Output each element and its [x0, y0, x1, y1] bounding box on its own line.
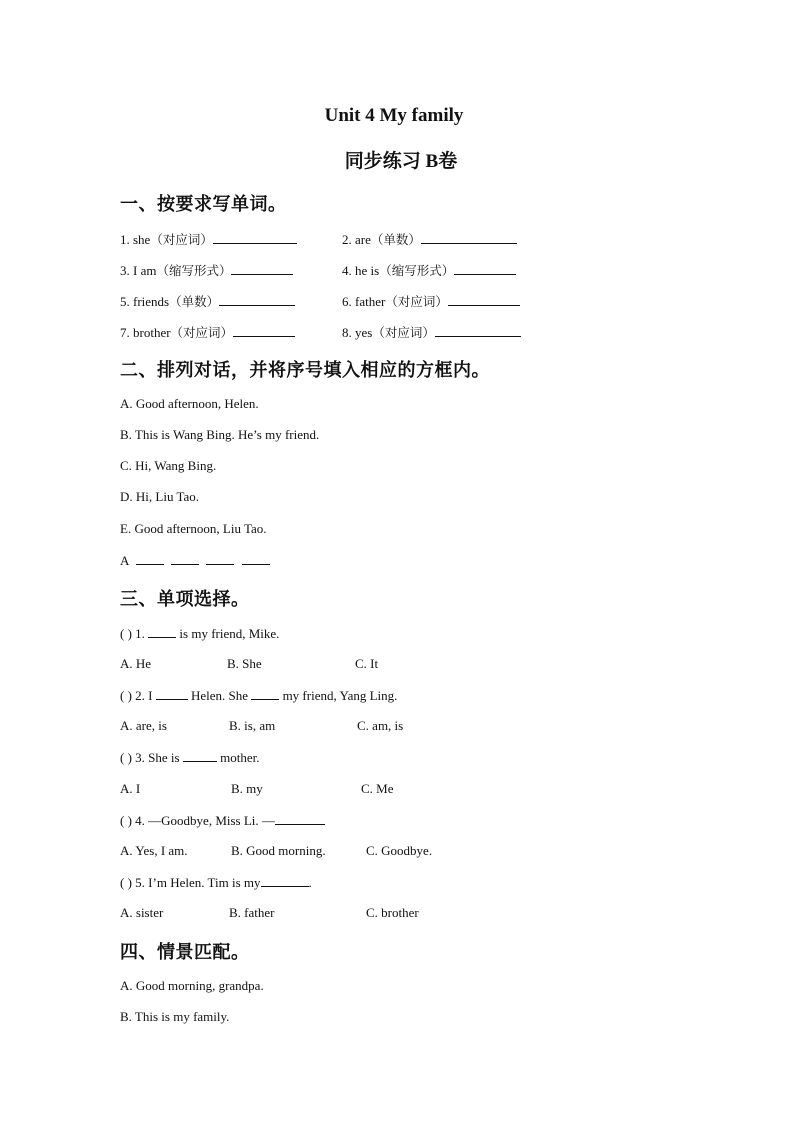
dialogue-line-b: B. This is Wang Bing. He’s my friend. — [120, 427, 320, 442]
page-subtitle: 同步练习 B卷 — [344, 151, 458, 172]
question-text: 1. — [131, 626, 149, 641]
word-item-4 — [342, 261, 516, 279]
scene-line-b: B. This is my family. — [120, 1009, 230, 1024]
word-prefix: 8. yes — [342, 325, 373, 340]
word-hint: （单数） — [370, 232, 421, 247]
word-item-1 — [120, 230, 297, 248]
option-3a[interactable]: A. I — [120, 781, 141, 796]
answer-blank[interactable] — [231, 262, 293, 275]
option-2a[interactable]: A. are, is — [120, 718, 167, 733]
question-3 — [120, 749, 259, 766]
question-4 — [120, 812, 325, 829]
order-blank[interactable] — [242, 552, 270, 565]
answer-paren[interactable]: ( ) — [120, 688, 132, 703]
order-blank[interactable] — [136, 552, 164, 565]
word-hint: （对应词） — [385, 294, 448, 309]
answer-blank[interactable] — [448, 293, 520, 306]
answer-blank[interactable] — [213, 231, 297, 244]
option-5b[interactable]: B. father — [229, 905, 275, 920]
question-text: 2. I — [131, 688, 156, 703]
word-prefix: 7. brother — [120, 325, 171, 340]
scene-line-a: A. Good morning, grandpa. — [120, 978, 264, 993]
word-prefix: 1. she — [120, 232, 151, 247]
option-2c[interactable]: C. am, is — [357, 718, 404, 733]
answer-paren[interactable]: ( ) — [120, 813, 132, 828]
answer-blank[interactable] — [421, 231, 517, 244]
answer-blank[interactable] — [183, 749, 217, 762]
word-item-8 — [342, 323, 521, 341]
answer-blank[interactable] — [156, 687, 188, 700]
word-hint: （对应词） — [372, 325, 435, 340]
word-prefix: 5. friends — [120, 294, 170, 309]
question-text: 3. She is — [131, 750, 183, 765]
answer-blank[interactable] — [251, 687, 279, 700]
word-item-2 — [342, 230, 517, 248]
dialogue-line-d: D. Hi, Liu Tao. — [120, 489, 200, 504]
order-blank[interactable] — [171, 552, 199, 565]
answer-blank[interactable] — [219, 293, 295, 306]
word-hint: （缩写形式） — [379, 263, 455, 278]
word-prefix: 2. are — [342, 232, 371, 247]
section-heading-4: 四、情景匹配。 — [120, 942, 250, 963]
option-5a[interactable]: A. sister — [120, 905, 164, 920]
answer-paren[interactable]: ( ) — [120, 626, 132, 641]
answer-blank[interactable] — [435, 324, 521, 337]
question-1 — [120, 625, 279, 642]
option-1b[interactable]: B. She — [227, 656, 262, 671]
dialogue-line-a: A. Good afternoon, Helen. — [120, 396, 259, 411]
option-3b[interactable]: B. my — [231, 781, 263, 796]
answer-blank[interactable] — [148, 625, 176, 638]
option-3c[interactable]: C. Me — [361, 781, 394, 796]
word-prefix: 4. he is — [342, 263, 380, 278]
answer-paren[interactable]: ( ) — [120, 750, 132, 765]
answer-blank[interactable] — [454, 262, 516, 275]
section-heading-3: 三、单项选择。 — [120, 589, 250, 610]
order-start-label: A — [120, 553, 129, 568]
question-text: mother. — [216, 750, 260, 765]
option-4c[interactable]: C. Goodbye. — [366, 843, 433, 858]
answer-blank[interactable] — [261, 874, 309, 887]
answer-paren[interactable]: ( ) — [120, 875, 132, 890]
page-title: Unit 4 My family — [324, 105, 464, 126]
word-item-7 — [120, 323, 295, 341]
word-hint: （单数） — [169, 294, 220, 309]
dialogue-line-e: E. Good afternoon, Liu Tao. — [120, 521, 267, 536]
question-text: Helen. She — [187, 688, 252, 703]
section-heading-2: 二、排列对话，并将序号填入相应的方框内。 — [120, 360, 490, 381]
question-text: is my friend, Mike. — [176, 626, 280, 641]
word-hint: （缩写形式） — [156, 263, 232, 278]
word-hint: （对应词） — [170, 325, 234, 340]
section-heading-1: 一、按要求写单词。 — [120, 194, 287, 215]
question-text: 5. I’m Helen. Tim is my — [131, 875, 261, 890]
option-4b[interactable]: B. Good morning. — [231, 843, 326, 858]
word-hint: （对应词） — [150, 232, 213, 247]
dialogue-line-c: C. Hi, Wang Bing. — [120, 458, 217, 473]
answer-blank[interactable] — [233, 324, 295, 337]
option-1a[interactable]: A. He — [120, 656, 152, 671]
option-5c[interactable]: C. brother — [366, 905, 419, 920]
option-2b[interactable]: B. is, am — [229, 718, 276, 733]
answer-blank[interactable] — [275, 812, 325, 825]
order-blank[interactable] — [206, 552, 234, 565]
question-text: my friend, Yang Ling. — [279, 688, 398, 703]
question-2 — [120, 687, 397, 704]
question-text: 4. —Goodbye, Miss Li. — — [131, 813, 275, 828]
option-4a[interactable]: A. Yes, I am. — [120, 843, 188, 858]
word-prefix: 6. father — [342, 294, 386, 309]
word-item-5 — [120, 292, 295, 310]
question-text: . — [308, 875, 312, 890]
option-1c[interactable]: C. It — [355, 656, 379, 671]
question-5 — [120, 874, 312, 891]
order-answer-row — [120, 552, 270, 569]
word-item-6 — [342, 292, 520, 310]
word-prefix: 3. I am — [120, 263, 157, 278]
word-item-3 — [120, 261, 293, 279]
